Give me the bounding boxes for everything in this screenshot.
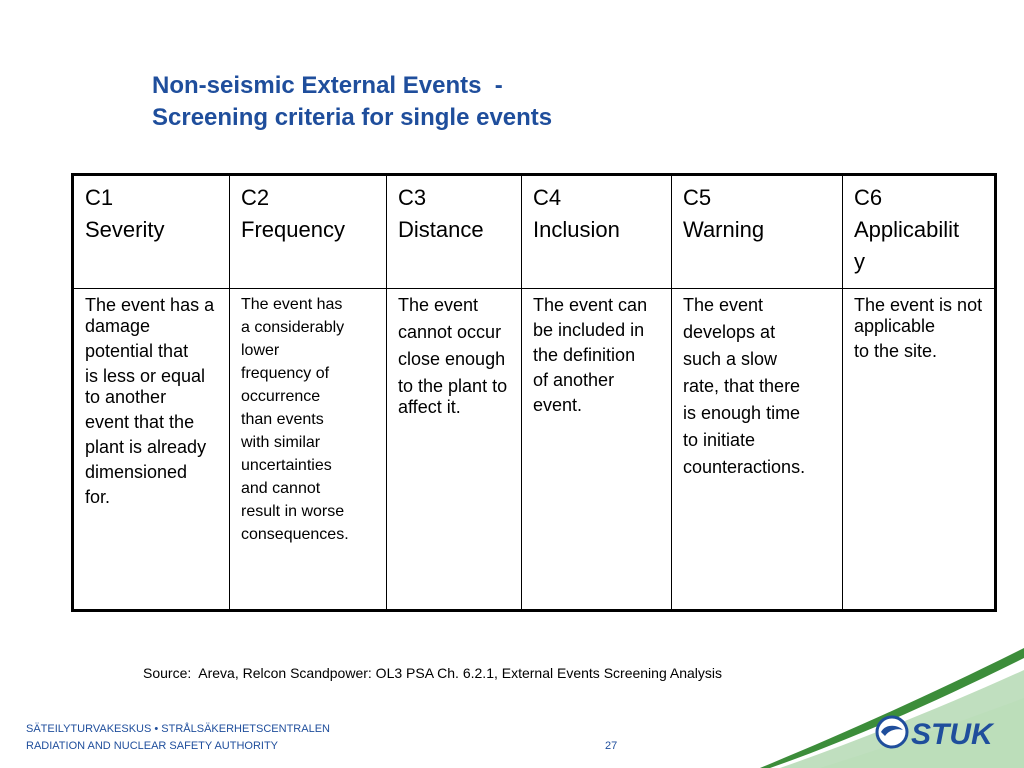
stuk-logo-mark [875, 714, 1005, 750]
stuk-logo [875, 714, 1005, 755]
header-c2: C2 Frequency [230, 175, 387, 289]
criteria-table [71, 173, 997, 612]
header-c3: C3 Distance [387, 175, 522, 289]
cell-c4: The event can be included in the definition of another event. [522, 289, 672, 611]
table-body-row [73, 289, 996, 611]
header-c4: C4 Inclusion [522, 175, 672, 289]
cell-c1: The event has a damage potential that is less or equal to another event that the plant is already dimensioned for. [73, 289, 230, 611]
table-header-row [73, 175, 996, 289]
footer-org-line-2: RADIATION AND NUCLEAR SAFETY AUTHORITY [26, 740, 279, 752]
title-line-2: Screening criteria for single events [152, 104, 553, 131]
cell-c3: The event cannot occur close enough to the plant to affect it. [387, 289, 522, 611]
source-note: Source: Areva, Relcon Scandpower: OL3 PSA Ch. 6.2.1, External Events Screening Analysis [143, 665, 722, 681]
cell-c6: The event is not applicable to the site. [843, 289, 996, 611]
title-line-1: Non-seismic External Events - [152, 72, 503, 99]
header-c5: C5 Warning [672, 175, 843, 289]
header-c1: C1 Severity [73, 175, 230, 289]
cell-c5: The event develops at such a slow rate, that there is enough time to initiate counteractions. [672, 289, 843, 611]
logo-text: STUK [911, 718, 993, 750]
cell-c2: The event has a considerably lower frequency of occurrence than events with similar uncertainties and cannot result in worse consequences. [230, 289, 387, 611]
page-number: 27 [605, 740, 618, 752]
slide-title [152, 70, 852, 134]
header-c6: C6 Applicabilit y [843, 175, 996, 289]
footer-org-line-1: SÄTEILYTURVAKESKUS • STRÅLSÄKERHETSCENTRALEN [26, 723, 330, 735]
